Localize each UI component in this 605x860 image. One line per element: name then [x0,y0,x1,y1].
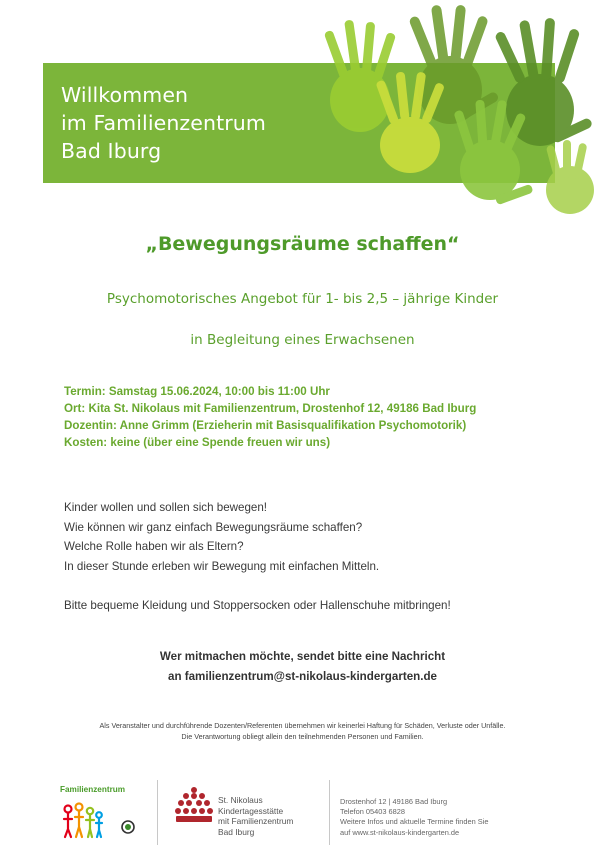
familienzentrum-logo-text: Familienzentrum [60,785,126,794]
hand-print-1 [324,20,396,132]
hand-print-4 [494,18,593,146]
registration-info [0,647,605,687]
disclaimer-line-1: Als Veranstalter und durchführende Dozenten/Referenten übernehmen wir keinerlei Haftung für Schäden, Verluste oder Unfälle. [99,721,506,730]
description-line: Kinder wollen und sollen sich bewegen! [64,501,268,514]
footer [0,775,605,855]
footer-divider-1 [157,780,158,845]
hand-prints-illustration [300,0,605,230]
description-line: Wie können wir ganz einfach Bewegungsräume schaffen? [64,520,363,534]
event-details [64,383,476,451]
website-link[interactable]: auf www.st-nikolaus-kindergarten.de [340,827,460,837]
address-line: Drostenhof 12 | 49186 Bad Iburg [340,797,448,806]
detail-location: Ort: Kita St. Nikolaus mit Familienzentrum, Drostenhof 12, 49186 Bad Iburg [64,402,477,415]
event-subtitle-2: in Begleitung eines Erwachsenen [190,332,415,348]
spacer [64,576,451,596]
description-line: Welche Rolle haben wir als Eltern? [64,540,244,553]
hand-print-2 [408,5,500,124]
event-subtitle: Psychomotorisches Angebot für 1- bis 2,5 – jährige Kinder [106,291,499,307]
kita-name-line-2: Kindertagesstätte [218,805,284,816]
certification-seal-icon [121,820,135,834]
kita-logo-icon [174,785,214,825]
registration-line: Wer mitmachen möchte, sendet bitte eine Nachricht [159,650,446,663]
footer-divider-2 [329,780,330,845]
kita-name-line-3: mit Familienzentrum [218,816,294,826]
kita-name-line-4: Bad Iburg [218,826,255,837]
familienzentrum-logo-figures [62,799,104,841]
hand-print-6 [546,140,594,214]
kita-address [340,797,488,838]
detail-instructor: Dozentin: Anne Grimm (Erzieherin mit Basisqualifikation Psychomotorik) [64,419,467,432]
kita-name-line-1: St. Nikolaus [218,795,263,805]
phone-line: Telefon 05403 6828 [340,807,405,817]
info-line: Weitere Infos und aktuelle Termine finden Sie [340,817,489,827]
event-headline: „Bewegungsräume schaffen“ [145,233,460,255]
banner-title [61,81,266,165]
disclaimer-line-2: Die Verantwortung obliegt allein den teilnehmenden Personen und Familien. [181,732,424,741]
description-line: In dieser Stunde erleben wir Bewegung mit einfachen Mitteln. [64,559,380,573]
kita-name [218,795,293,837]
registration-email[interactable]: an familienzentrum@st-nikolaus-kindergarten.de [168,670,437,683]
detail-date: Termin: Samstag 15.06.2024, 10:00 bis 11:00 Uhr [64,385,330,398]
banner-line-2: im Familienzentrum [61,111,266,135]
banner-line-3: Bad Iburg [61,139,162,163]
event-description [64,498,451,615]
detail-costs: Kosten: keine (über eine Spende freuen wir uns) [64,436,331,449]
liability-disclaimer [0,720,605,742]
bring-along-note: Bitte bequeme Kleidung und Stoppersocken oder Hallenschuhe mitbringen! [64,598,451,612]
banner-line-1: Willkommen [61,83,189,107]
